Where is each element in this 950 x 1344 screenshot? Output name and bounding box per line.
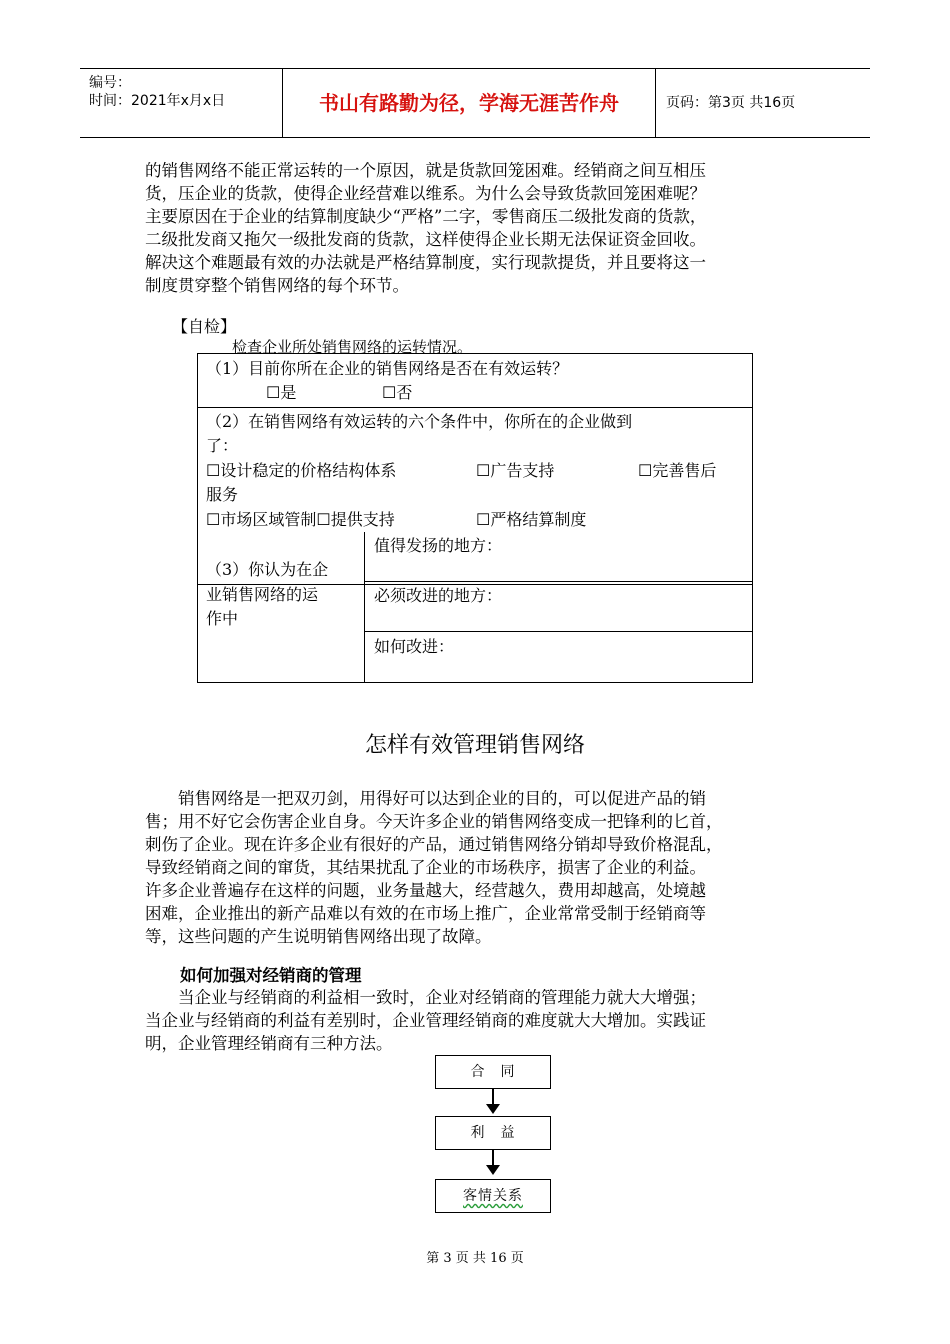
q2-after-sales-cont: 服务 bbox=[206, 485, 239, 504]
table-divider bbox=[364, 532, 365, 683]
paragraph-line: 明，企业管理经销商有三种方法。 bbox=[145, 1034, 393, 1053]
q2-ad-support-checkbox[interactable]: ☐广告支持 bbox=[476, 461, 555, 480]
q3-how-improve-field[interactable]: 如何改进： bbox=[374, 637, 455, 656]
arrow-head-icon bbox=[486, 1104, 500, 1114]
question-3-text-cont: 作中 bbox=[206, 609, 239, 628]
paragraph-line: 等，这些问题的产生说明销售网络出现了故障。 bbox=[145, 927, 492, 946]
intro-line: 货，压企业的货款，使得企业经营难以维系。为什么会导致货款回笼困难呢？ bbox=[145, 184, 706, 203]
arrow-head-icon bbox=[486, 1165, 500, 1175]
paragraph-line: 导致经销商之间的窜货，其结果扰乱了企业的市场秩序，损害了企业的利益。 bbox=[145, 858, 706, 877]
intro-line: 二级批发商又拖欠一级批发商的货款，这样使得企业长期无法保证资金回收。 bbox=[145, 230, 706, 249]
paragraph-line: 许多企业普遍存在这样的问题，业务量越大，经营越久，费用却越高，处境越 bbox=[145, 881, 706, 900]
question-1-row bbox=[198, 354, 752, 408]
paragraph-line: 困难，企业推出的新产品难以有效的在市场上推广，企业常常受制于经销商等 bbox=[145, 904, 706, 923]
self-check-table bbox=[197, 353, 753, 683]
flow-box-relationship bbox=[435, 1179, 551, 1213]
q2-strict-settlement-checkbox[interactable]: ☐严格结算制度 bbox=[476, 510, 587, 529]
q2-region-control-checkbox[interactable]: ☐市场区域管制☐提供支持 bbox=[206, 510, 395, 529]
table-divider bbox=[365, 581, 752, 582]
question-2-text-cont: 了： bbox=[206, 436, 239, 455]
paragraph-line: 销售网络是一把双刃剑，用得好可以达到企业的目的，可以促进产品的销 bbox=[145, 789, 706, 808]
intro-line: 主要原因在于企业的结算制度缺少“严格”二字，零售商压二级批发商的货款， bbox=[145, 207, 707, 226]
header-page-info: 页码：第3页 共16页 bbox=[666, 95, 796, 111]
page-header bbox=[80, 68, 870, 138]
intro-line: 解决这个难题最有效的办法就是严格结算制度，实行现款提货，并且要将这一 bbox=[145, 253, 706, 272]
intro-line: 制度贯穿整个销售网络的每个环节。 bbox=[145, 276, 409, 295]
q2-after-sales-checkbox[interactable]: ☐完善售后 bbox=[638, 461, 717, 480]
q3-must-improve-field[interactable]: 必须改进的地方： bbox=[374, 586, 503, 605]
flow-box-relationship-label: 客情关系 bbox=[463, 1188, 523, 1204]
table-divider bbox=[365, 631, 752, 632]
header-motto: 书山有路勤为径，学海无涯苦作舟 bbox=[283, 69, 656, 137]
self-check-instruction: 检查企业所处销售网络的运转情况。 bbox=[232, 338, 473, 356]
question-3-text: （3）你认为在企 bbox=[206, 560, 329, 579]
paragraph-line: 当企业与经销商的利益有差别时，企业管理经销商的难度就大大增加。实践证 bbox=[145, 1011, 706, 1030]
paragraph-line: 当企业与经销商的利益相一致时，企业对经销商的管理能力就大大增强； bbox=[145, 988, 706, 1007]
page-footer: 第 3 页 共 16 页 bbox=[426, 1251, 524, 1266]
flow-arrow bbox=[492, 1150, 494, 1166]
header-number-label: 编号： bbox=[89, 75, 131, 91]
section-title: 怎样有效管理销售网络 bbox=[364, 733, 585, 758]
flow-box-interest: 利 益 bbox=[435, 1116, 551, 1150]
question-2-text: （2）在销售网络有效运转的六个条件中，你所在的企业做到 bbox=[206, 412, 633, 431]
flow-box-contract: 合 同 bbox=[435, 1055, 551, 1089]
flow-arrow bbox=[492, 1089, 494, 1105]
self-check-heading: 【自检】 bbox=[172, 317, 237, 336]
subheading: 如何加强对经销商的管理 bbox=[180, 966, 362, 985]
header-meta-cell bbox=[80, 69, 283, 137]
header-time-label: 时间：2021年x月x日 bbox=[89, 93, 226, 109]
q2-price-structure-checkbox[interactable]: ☐设计稳定的价格结构体系 bbox=[206, 461, 397, 480]
q1-no-checkbox[interactable]: ☐否 bbox=[382, 383, 413, 402]
question-3-text-cont: 业销售网络的运 bbox=[206, 585, 319, 604]
question-1-text: （1）目前你所在企业的销售网络是否在有效运转？ bbox=[206, 359, 569, 378]
intro-line: 的销售网络不能正常运转的一个原因，就是货款回笼困难。经销商之间互相压 bbox=[145, 161, 706, 180]
q1-yes-checkbox[interactable]: ☐是 bbox=[266, 383, 297, 402]
paragraph-line: 刺伤了企业。现在许多企业有很好的产品，通过销售网络分销却导致价格混乱， bbox=[145, 835, 723, 854]
paragraph-line: 售；用不好它会伤害企业自身。今天许多企业的销售网络变成一把锋利的匕首， bbox=[145, 812, 723, 831]
q3-worth-promoting-field[interactable]: 值得发扬的地方： bbox=[374, 536, 503, 555]
